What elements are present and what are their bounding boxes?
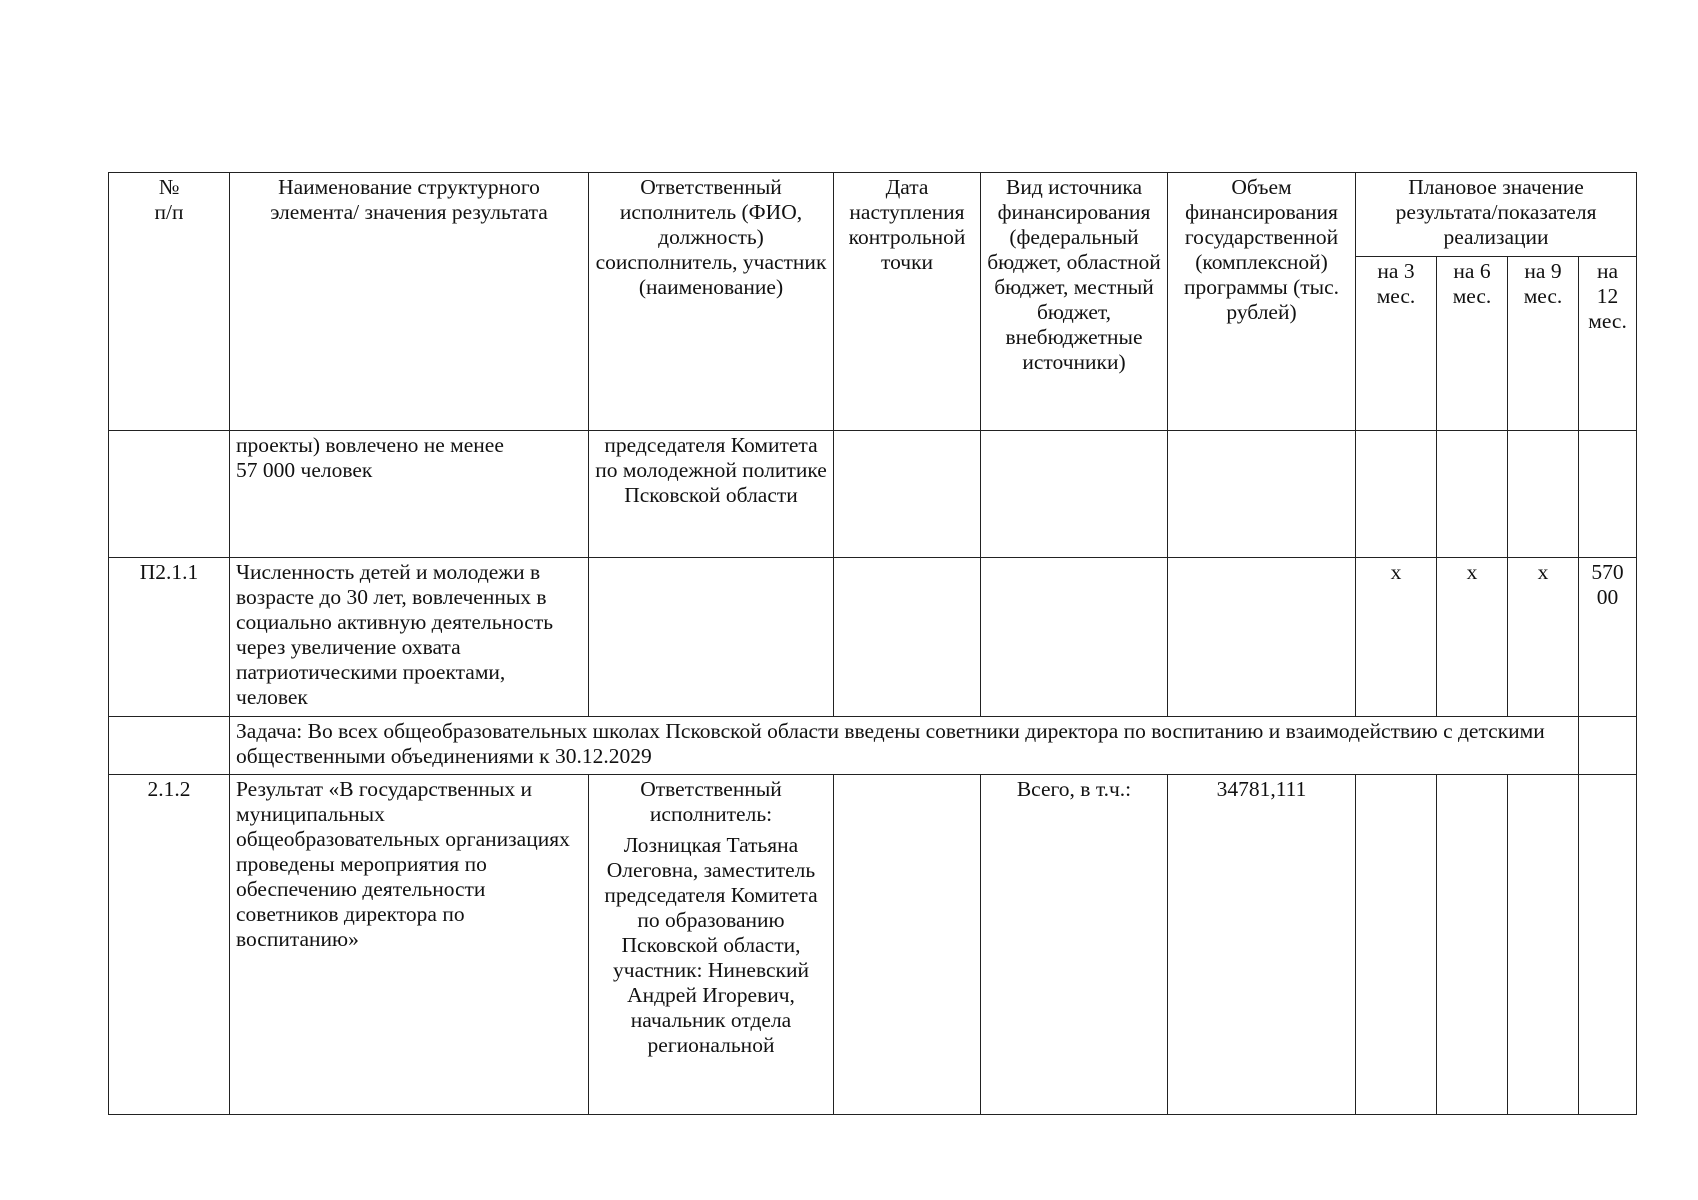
cell-volume [1168, 558, 1356, 717]
cell-m9 [1508, 775, 1579, 1115]
header-plan: Плановое значение результата/показателя реализации [1356, 173, 1637, 257]
cell-source [981, 431, 1168, 558]
cell-name: проекты) вовлечено не менее 57 000 человек [230, 431, 589, 558]
cell-m12 [1579, 775, 1637, 1115]
cell-date [834, 431, 981, 558]
cell-m12: 570 00 [1579, 558, 1637, 717]
cell-volume: 34781,111 [1168, 775, 1356, 1115]
cell-m6: x [1437, 558, 1508, 717]
responsible-label: Ответственный исполнитель: [640, 777, 782, 826]
header-row [109, 173, 1637, 257]
cell-m9 [1508, 431, 1579, 558]
cell-responsible: председателя Комитета по молодежной политике Псковской области [589, 431, 834, 558]
header-source: Вид источника финансирования (федеральный бюджет, областной бюджет, местный бюджет, внебюджетные источники) [981, 173, 1168, 431]
task-text: Задача: Во всех общеобразовательных школах Псковской области введены советники директора по воспитанию и взаимодействию с детскими общественными объединениями к 30.12.2029 [230, 717, 1579, 775]
header-m3: на 3 мес. [1356, 257, 1437, 431]
task-row [109, 717, 1637, 775]
cell-name: Численность детей и молодежи в возрасте до 30 лет, вовлеченных в социально активную деятельность через увеличение охвата патриотическими проектами, человек [230, 558, 589, 717]
cell-num [109, 717, 230, 775]
cell-m12 [1579, 717, 1637, 775]
cell-source [981, 558, 1168, 717]
header-volume: Объем финансирования государственной (комплексной) программы (тыс. рублей) [1168, 173, 1356, 431]
cell-source: Всего, в т.ч.: [981, 775, 1168, 1115]
header-m12: на 12 мес. [1579, 257, 1637, 431]
cell-num [109, 431, 230, 558]
cell-m3: x [1356, 558, 1437, 717]
cell-date [834, 775, 981, 1115]
cell-m3 [1356, 775, 1437, 1115]
header-date: Дата наступления контрольной точки [834, 173, 981, 431]
header-name: Наименование структурного элемента/ значения результата [230, 173, 589, 431]
responsible-text: Лозницкая Татьяна Олеговна, заместитель председателя Комитета по образованию Псковской области, участник: Ниневский Андрей Игоревич, начальник отдела региональной [604, 833, 818, 1057]
cell-name: Результат «В государственных и муниципальных общеобразовательных организациях проведены мероприятия по обеспечению деятельности советников директора по воспитанию» [230, 775, 589, 1115]
cell-volume [1168, 431, 1356, 558]
cell-m3 [1356, 431, 1437, 558]
cell-m6 [1437, 431, 1508, 558]
header-m9: на 9 мес. [1508, 257, 1579, 431]
header-num: № п/п [109, 173, 230, 431]
header-m6: на 6 мес. [1437, 257, 1508, 431]
table-row [109, 431, 1637, 558]
cell-m12 [1579, 431, 1637, 558]
table-row [109, 775, 1637, 1115]
program-table [108, 172, 1637, 1115]
cell-date [834, 558, 981, 717]
cell-responsible [589, 558, 834, 717]
cell-num: 2.1.2 [109, 775, 230, 1115]
cell-num: П2.1.1 [109, 558, 230, 717]
cell-m6 [1437, 775, 1508, 1115]
header-responsible: Ответственный исполнитель (ФИО, должность) соисполнитель, участник (наименование) [589, 173, 834, 431]
table-row [109, 558, 1637, 717]
cell-responsible [589, 775, 834, 1115]
cell-m9: x [1508, 558, 1579, 717]
